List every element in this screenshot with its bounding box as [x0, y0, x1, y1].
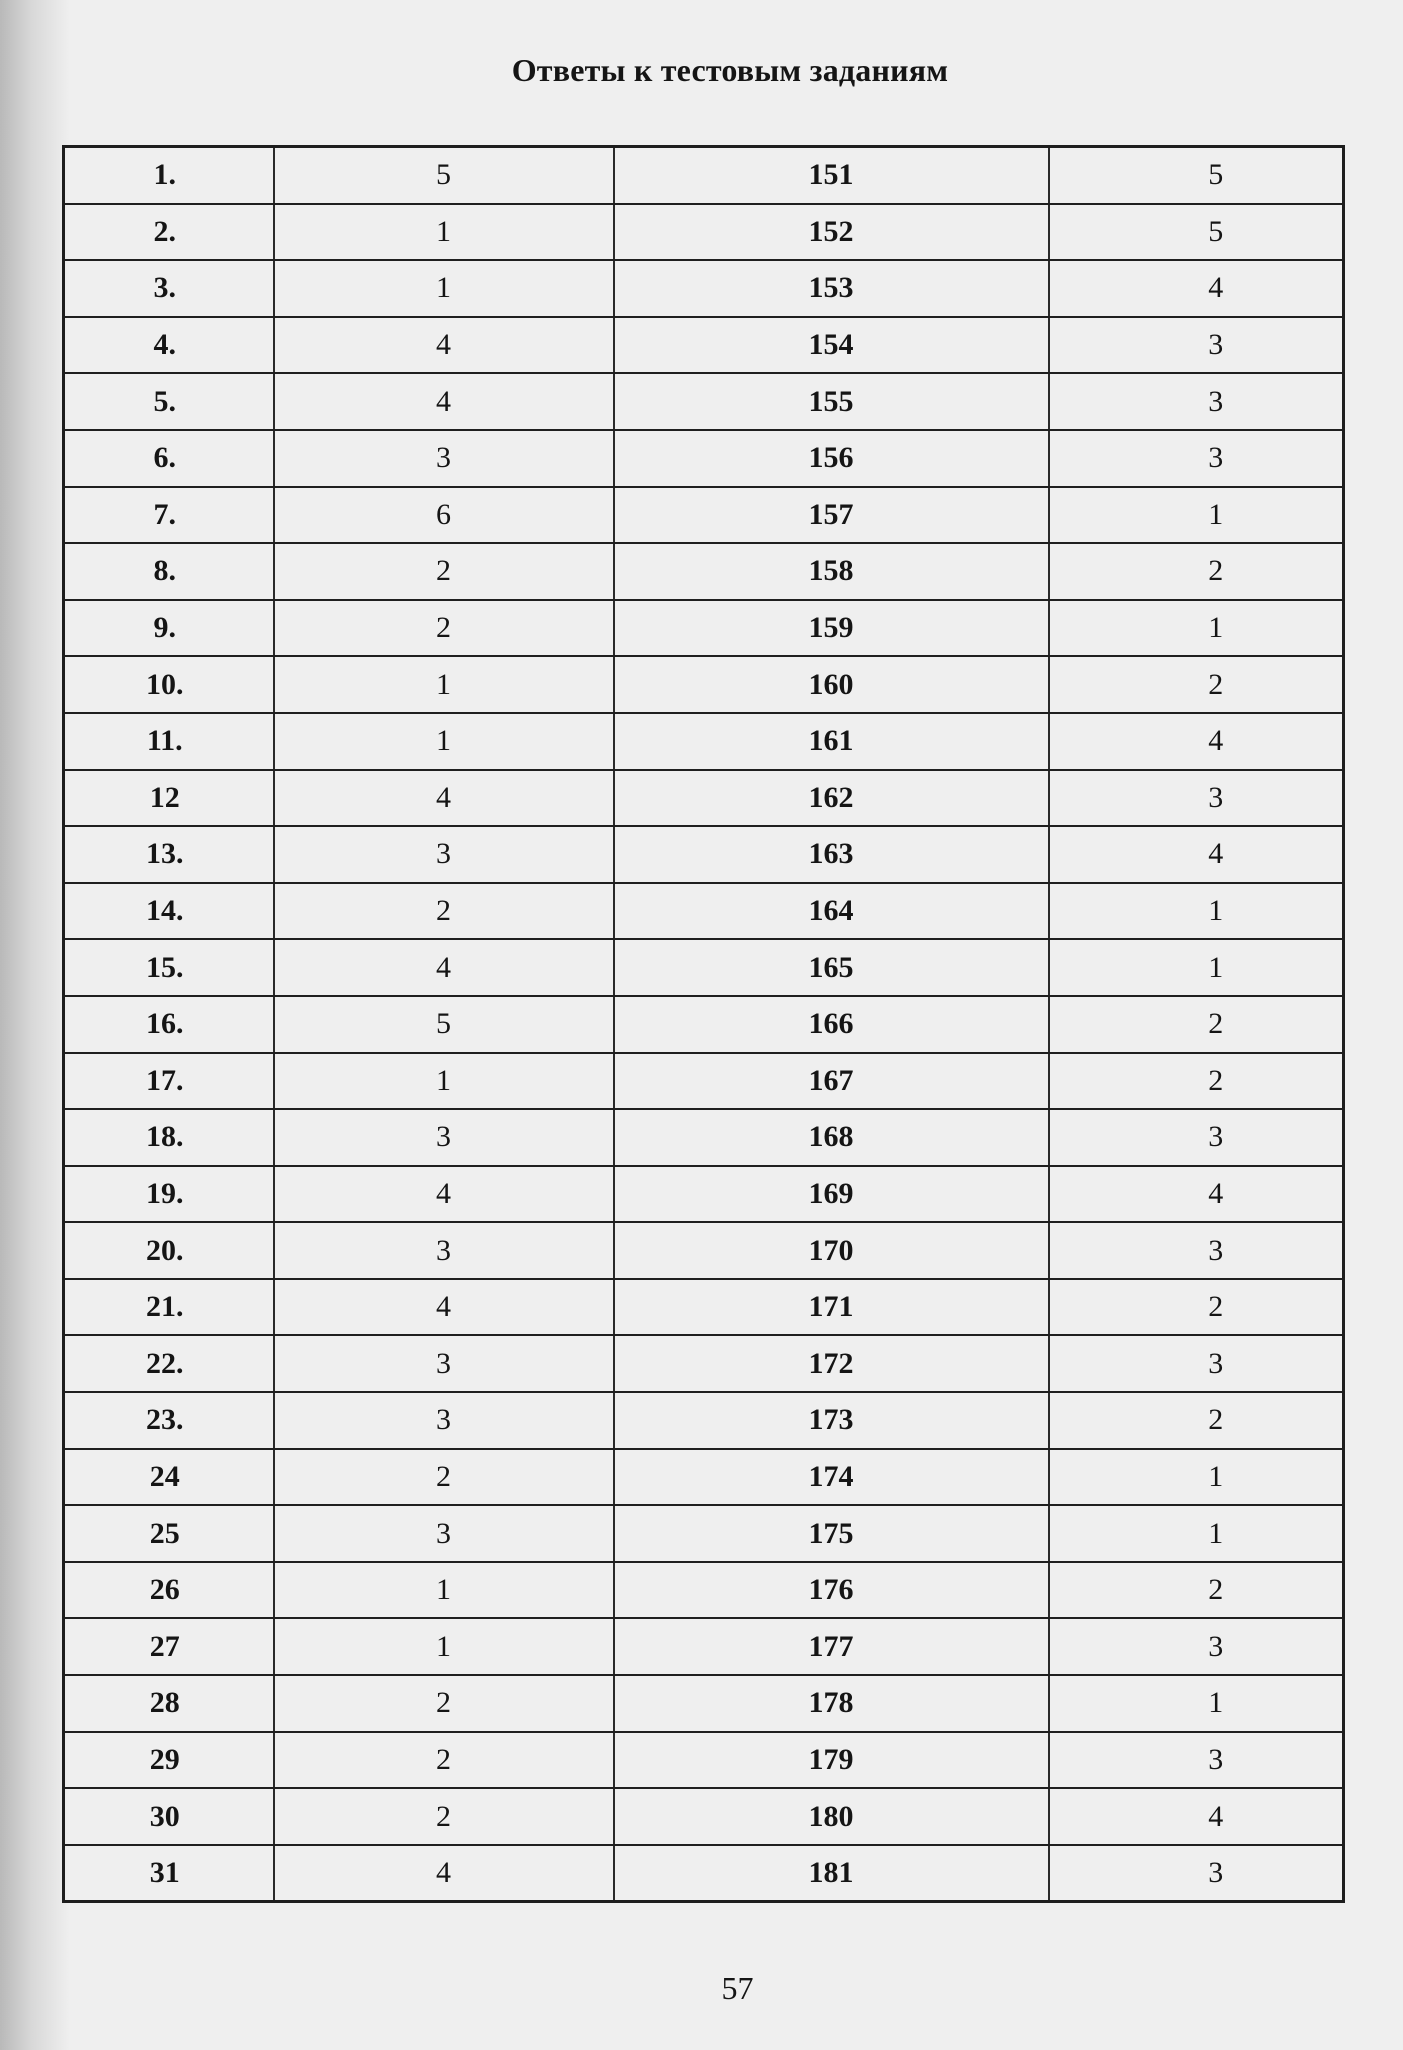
question-number-right: 161: [614, 713, 1049, 770]
answer-left: 4: [274, 939, 614, 996]
table-row: [64, 1845, 1344, 1902]
question-number-left: 22.: [64, 1335, 274, 1392]
answer-right: 3: [1049, 1732, 1344, 1789]
answer-right: 2: [1049, 1562, 1344, 1619]
answer-right: 1: [1049, 1505, 1344, 1562]
table-row: [64, 543, 1344, 600]
question-number-right: 154: [614, 317, 1049, 374]
question-number-left: 7.: [64, 487, 274, 544]
answer-left: 1: [274, 713, 614, 770]
question-number-right: 151: [614, 147, 1049, 204]
answer-right: 3: [1049, 770, 1344, 827]
answer-right: 1: [1049, 1675, 1344, 1732]
question-number-right: 168: [614, 1109, 1049, 1166]
answer-right: 2: [1049, 1392, 1344, 1449]
table-row: [64, 713, 1344, 770]
table-row: [64, 1222, 1344, 1279]
answer-left: 1: [274, 260, 614, 317]
answer-left: 3: [274, 1335, 614, 1392]
answer-right: 1: [1049, 939, 1344, 996]
answer-left: 2: [274, 1675, 614, 1732]
answer-left: 2: [274, 1732, 614, 1789]
question-number-right: 172: [614, 1335, 1049, 1392]
answer-left: 4: [274, 317, 614, 374]
answer-right: 5: [1049, 204, 1344, 261]
answer-left: 3: [274, 1505, 614, 1562]
question-number-left: 23.: [64, 1392, 274, 1449]
question-number-left: 13.: [64, 826, 274, 883]
question-number-right: 178: [614, 1675, 1049, 1732]
table-row: [64, 317, 1344, 374]
question-number-right: 152: [614, 204, 1049, 261]
answer-left: 3: [274, 430, 614, 487]
question-number-left: 16.: [64, 996, 274, 1053]
question-number-right: 167: [614, 1053, 1049, 1110]
answer-left: 1: [274, 204, 614, 261]
question-number-right: 156: [614, 430, 1049, 487]
question-number-left: 26: [64, 1562, 274, 1619]
table-row: [64, 1732, 1344, 1789]
question-number-left: 27: [64, 1618, 274, 1675]
answer-left: 4: [274, 1279, 614, 1336]
answer-left: 1: [274, 1562, 614, 1619]
table-row: [64, 883, 1344, 940]
answer-right: 2: [1049, 996, 1344, 1053]
question-number-left: 4.: [64, 317, 274, 374]
table-row: [64, 1505, 1344, 1562]
answer-right: 2: [1049, 1053, 1344, 1110]
answer-right: 1: [1049, 487, 1344, 544]
question-number-right: 166: [614, 996, 1049, 1053]
question-number-left: 6.: [64, 430, 274, 487]
table-row: [64, 1675, 1344, 1732]
question-number-left: 18.: [64, 1109, 274, 1166]
question-number-right: 173: [614, 1392, 1049, 1449]
table-row: [64, 996, 1344, 1053]
table-row: [64, 826, 1344, 883]
answer-right: 4: [1049, 260, 1344, 317]
question-number-right: 180: [614, 1788, 1049, 1845]
question-number-right: 181: [614, 1845, 1049, 1902]
answer-right: 1: [1049, 883, 1344, 940]
question-number-right: 169: [614, 1166, 1049, 1223]
table-row: [64, 1279, 1344, 1336]
answer-left: 2: [274, 883, 614, 940]
question-number-left: 3.: [64, 260, 274, 317]
answer-left: 4: [274, 1166, 614, 1223]
question-number-left: 19.: [64, 1166, 274, 1223]
table-row: [64, 939, 1344, 996]
question-number-right: 163: [614, 826, 1049, 883]
question-number-left: 10.: [64, 656, 274, 713]
question-number-right: 157: [614, 487, 1049, 544]
answer-left: 1: [274, 656, 614, 713]
answer-right: 3: [1049, 430, 1344, 487]
answer-right: 4: [1049, 713, 1344, 770]
answer-right: 3: [1049, 1335, 1344, 1392]
question-number-left: 9.: [64, 600, 274, 657]
answer-right: 4: [1049, 1166, 1344, 1223]
table-row: [64, 1449, 1344, 1506]
question-number-right: 177: [614, 1618, 1049, 1675]
question-number-left: 11.: [64, 713, 274, 770]
table-row: [64, 373, 1344, 430]
answer-left: 5: [274, 147, 614, 204]
question-number-left: 12: [64, 770, 274, 827]
table-row: [64, 147, 1344, 204]
answer-left: 3: [274, 1109, 614, 1166]
question-number-right: 162: [614, 770, 1049, 827]
table-row: [64, 1109, 1344, 1166]
table-row: [64, 656, 1344, 713]
question-number-left: 14.: [64, 883, 274, 940]
table-row: [64, 1562, 1344, 1619]
question-number-left: 21.: [64, 1279, 274, 1336]
question-number-left: 29: [64, 1732, 274, 1789]
table-row: [64, 600, 1344, 657]
answers-table: [62, 145, 1345, 1903]
question-number-left: 2.: [64, 204, 274, 261]
question-number-left: 1.: [64, 147, 274, 204]
question-number-left: 25: [64, 1505, 274, 1562]
page-title: Ответы к тестовым заданиям: [511, 52, 949, 88]
answer-right: 2: [1049, 656, 1344, 713]
answer-right: 3: [1049, 373, 1344, 430]
table-row: [64, 1618, 1344, 1675]
answer-right: 4: [1049, 826, 1344, 883]
question-number-left: 31: [64, 1845, 274, 1902]
table-row: [64, 770, 1344, 827]
question-number-left: 15.: [64, 939, 274, 996]
answer-left: 2: [274, 543, 614, 600]
answer-left: 6: [274, 487, 614, 544]
answer-left: 5: [274, 996, 614, 1053]
table-row: [64, 430, 1344, 487]
question-number-right: 160: [614, 656, 1049, 713]
question-number-left: 5.: [64, 373, 274, 430]
question-number-right: 175: [614, 1505, 1049, 1562]
question-number-right: 155: [614, 373, 1049, 430]
answer-left: 3: [274, 1392, 614, 1449]
table-row: [64, 204, 1344, 261]
question-number-right: 170: [614, 1222, 1049, 1279]
answer-right: 3: [1049, 1845, 1344, 1902]
answer-right: 2: [1049, 1279, 1344, 1336]
table-row: [64, 1392, 1344, 1449]
page-number: 57: [721, 1970, 754, 2006]
question-number-right: 153: [614, 260, 1049, 317]
answer-left: 2: [274, 600, 614, 657]
table-row: [64, 487, 1344, 544]
answer-left: 4: [274, 373, 614, 430]
question-number-left: 28: [64, 1675, 274, 1732]
answers-table-body: [64, 147, 1344, 1902]
question-number-right: 176: [614, 1562, 1049, 1619]
answer-right: 2: [1049, 543, 1344, 600]
answer-left: 3: [274, 1222, 614, 1279]
answer-right: 3: [1049, 1109, 1344, 1166]
question-number-right: 159: [614, 600, 1049, 657]
question-number-right: 158: [614, 543, 1049, 600]
question-number-left: 20.: [64, 1222, 274, 1279]
question-number-left: 17.: [64, 1053, 274, 1110]
answer-left: 2: [274, 1449, 614, 1506]
answer-left: 1: [274, 1618, 614, 1675]
answer-right: 1: [1049, 600, 1344, 657]
answer-right: 1: [1049, 1449, 1344, 1506]
answer-right: 4: [1049, 1788, 1344, 1845]
table-row: [64, 1788, 1344, 1845]
table-row: [64, 1166, 1344, 1223]
question-number-left: 30: [64, 1788, 274, 1845]
question-number-right: 171: [614, 1279, 1049, 1336]
question-number-right: 179: [614, 1732, 1049, 1789]
table-row: [64, 1053, 1344, 1110]
answer-left: 1: [274, 1053, 614, 1110]
question-number-left: 24: [64, 1449, 274, 1506]
answer-left: 3: [274, 826, 614, 883]
question-number-right: 165: [614, 939, 1049, 996]
answer-left: 2: [274, 1788, 614, 1845]
answer-right: 3: [1049, 1618, 1344, 1675]
table-row: [64, 260, 1344, 317]
question-number-left: 8.: [64, 543, 274, 600]
question-number-right: 174: [614, 1449, 1049, 1506]
answer-left: 4: [274, 770, 614, 827]
answer-right: 5: [1049, 147, 1344, 204]
question-number-right: 164: [614, 883, 1049, 940]
answer-right: 3: [1049, 317, 1344, 374]
table-row: [64, 1335, 1344, 1392]
answer-left: 4: [274, 1845, 614, 1902]
answer-right: 3: [1049, 1222, 1344, 1279]
